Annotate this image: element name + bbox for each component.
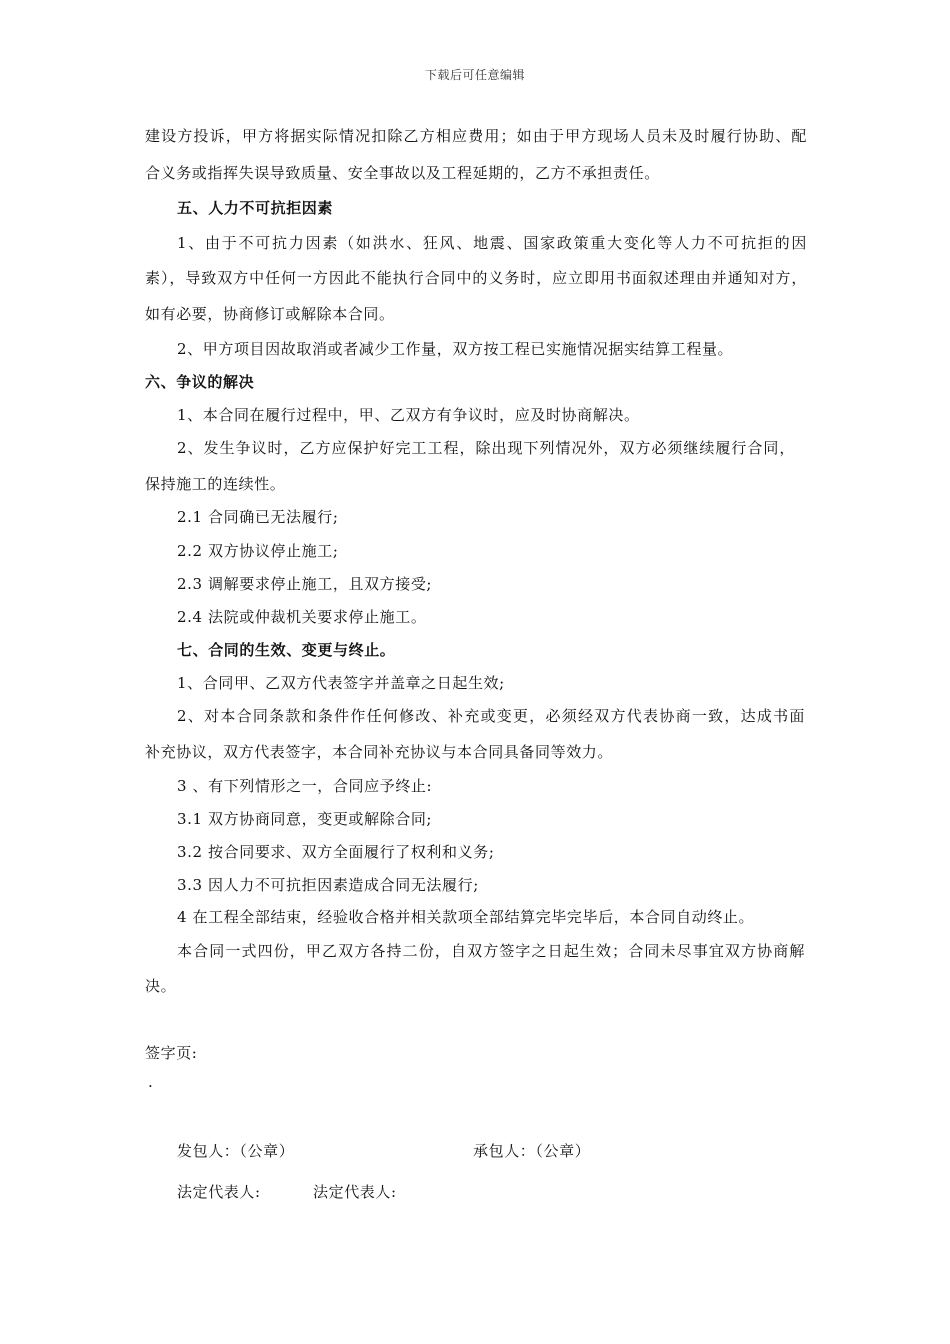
dot-mark: . [148, 1073, 154, 1091]
paragraph-line: 素），导致双方中任何一方因此不能执行合同中的义务时，应立即用书面叙述理由并通知对方， [145, 269, 807, 287]
paragraph-line: 补充协议，双方代表签字，本合同补充协议与本合同具备同等效力。 [145, 743, 614, 761]
paragraph-line: 2、发生争议时，乙方应保护好完工工程，除出现下列情况外，双方必须继续履行合同， [177, 439, 795, 457]
party-b-label: 承包人：（公章） [473, 1142, 591, 1160]
paragraph-line: 1、合同甲、乙双方代表签字并盖章之日起生效; [177, 674, 505, 692]
rep-a-label: 法定代表人: [177, 1183, 261, 1201]
list-item: 3.3 因人力不可抗拒因素造成合同无法履行; [177, 876, 479, 894]
list-item: 2.3 调解要求停止施工，且双方接受; [177, 575, 433, 593]
paragraph-line: 保持施工的连续性。 [145, 475, 286, 493]
rep-b-label: 法定代表人: [313, 1183, 397, 1201]
paragraph-line: 4 在工程全部结束，经验收合格并相关款项全部结算完毕完毕后，本合同自动终止。 [177, 908, 755, 926]
page-header: 下载后可任意编辑 [424, 68, 525, 82]
paragraph-line: 2、甲方项目因故取消或者减少工作量，双方按工程已实施情况据实结算工程量。 [177, 340, 734, 358]
paragraph-line: 建设方投诉，甲方将据实际情况扣除乙方相应费用；如由于甲方现场人员未及时履行协助、配 [145, 127, 807, 145]
signature-page-label: 签字页: [145, 1044, 198, 1062]
paragraph-line: 本合同一式四份，甲乙双方各持二份，自双方签字之日起生效；合同未尽事宜双方协商解 [177, 942, 805, 960]
list-item: 2.1 合同确已无法履行; [177, 508, 339, 526]
section-heading: 七、合同的生效、变更与终止。 [177, 641, 396, 659]
list-item: 2.2 双方协议停止施工; [177, 542, 339, 560]
paragraph-line: 2、对本合同条款和条件作任何修改、补充或变更，必须经双方代表协商一致，达成书面 [177, 707, 805, 725]
party-a-label: 发包人：（公章） [177, 1142, 295, 1160]
list-item: 3.1 双方协商同意，变更或解除合同; [177, 810, 433, 828]
paragraph-line: 合义务或指挥失误导致质量、安全事故以及工程延期的，乙方不承担责任。 [145, 164, 660, 182]
paragraph-line: 决。 [145, 977, 177, 995]
paragraph-line: 如有必要，协商修订或解除本合同。 [145, 305, 395, 323]
paragraph-line: 1、由于不可抗力因素（如洪水、狂风、地震、国家政策重大变化等人力不可抗拒的因 [177, 234, 807, 252]
list-item: 3.2 按合同要求、双方全面履行了权利和义务; [177, 843, 495, 861]
paragraph-line: 1、本合同在履行过程中，甲、乙双方有争议时，应及时协商解决。 [177, 406, 640, 424]
section-heading: 五、人力不可抗拒因素 [177, 199, 334, 217]
list-item: 3 、有下列情形之一，合同应予终止: [177, 777, 433, 795]
list-item: 2.4 法院或仲裁机关要求停止施工。 [177, 608, 427, 626]
section-heading: 六、争议的解决 [145, 373, 255, 391]
